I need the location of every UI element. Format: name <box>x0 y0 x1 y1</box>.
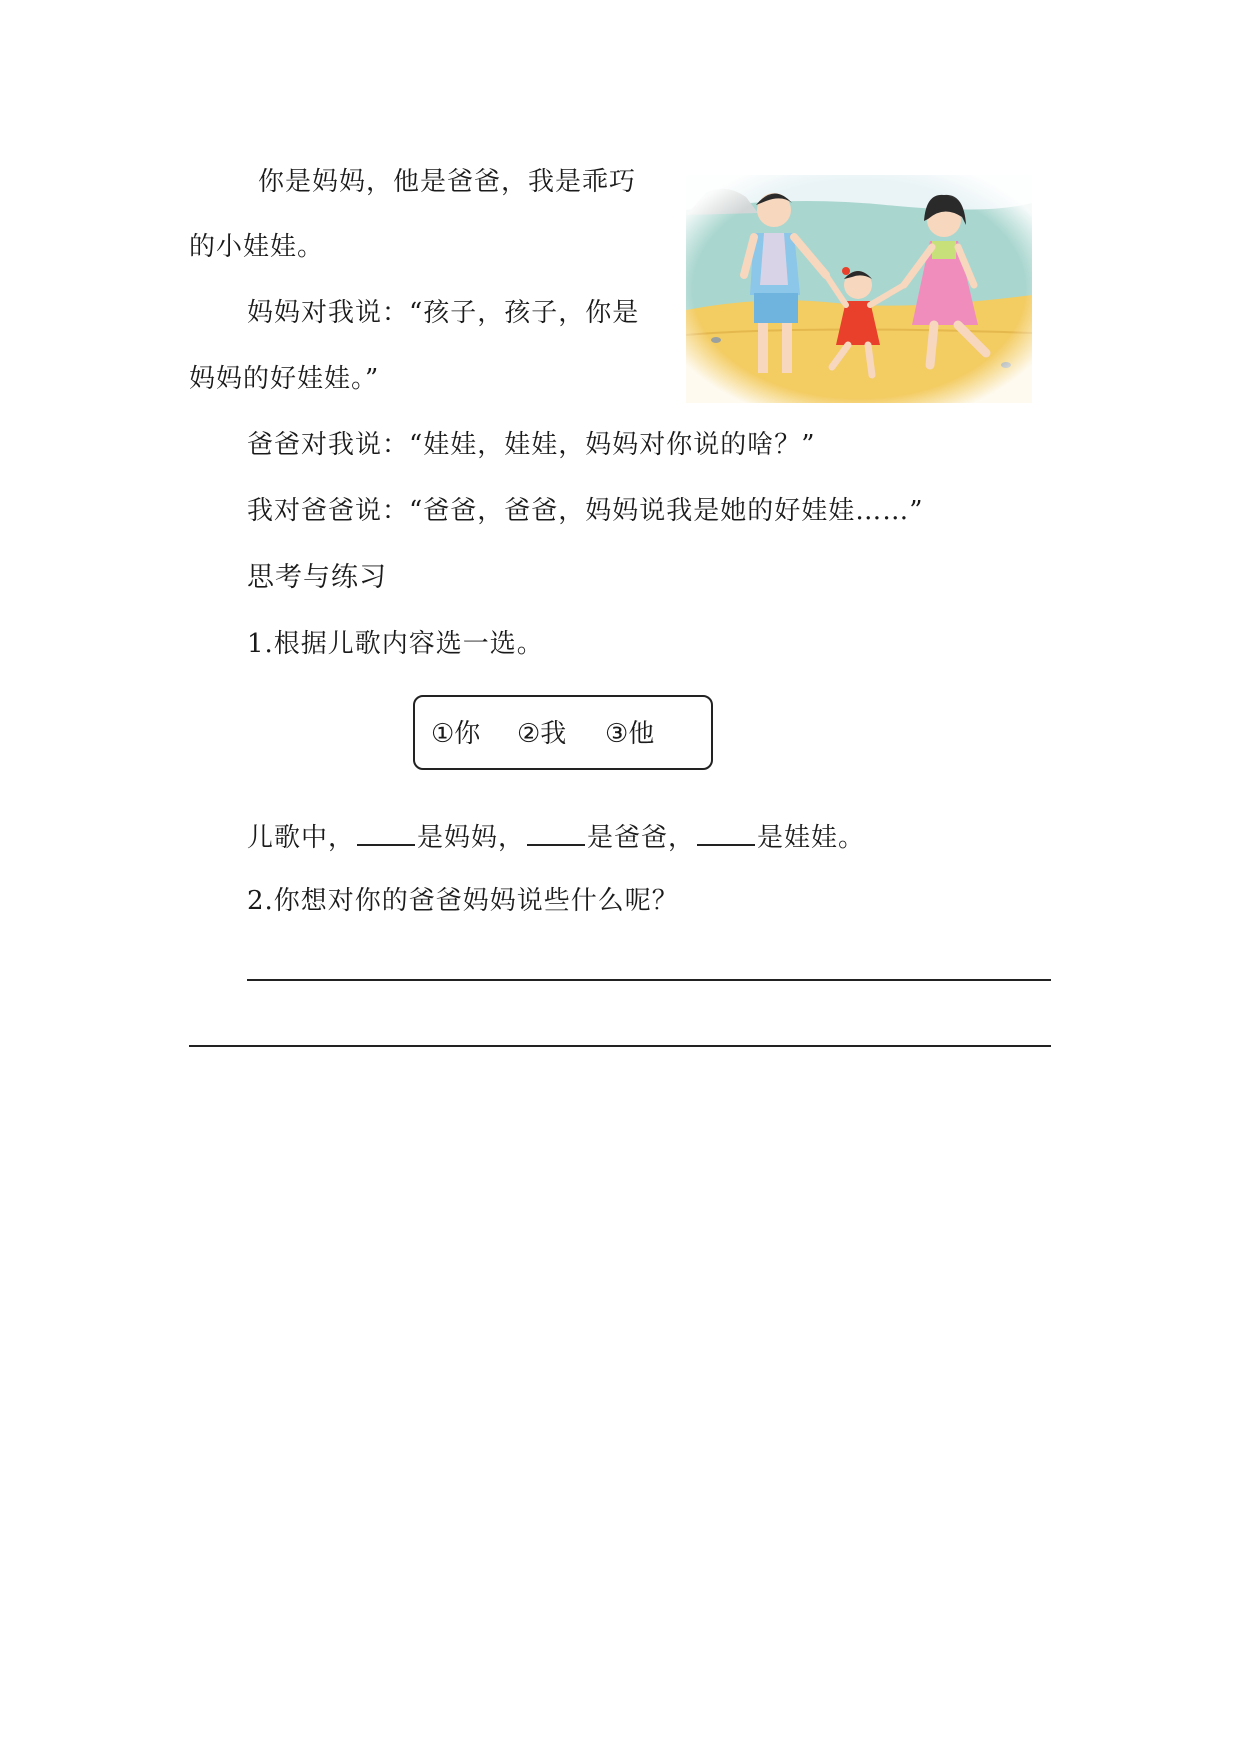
answer-line-1[interactable] <box>247 979 1051 981</box>
fill-in-sentence <box>247 818 865 855</box>
choice-1: ①你 <box>431 719 481 749</box>
poem-line-4: 妈妈的好娃娃。” <box>189 364 380 394</box>
poem-line-5: 爸爸对我说：“娃娃，娃娃，妈妈对你说的啥？” <box>247 430 816 460</box>
poem-line-3: 妈妈对我说：“孩子，孩子，你是 <box>247 298 640 328</box>
family-at-beach-illustration <box>686 175 1032 403</box>
blank-1[interactable] <box>357 818 415 846</box>
fill-part-1: 是妈妈， <box>417 823 526 853</box>
question-1: 1.根据儿歌内容选一选。 <box>247 629 544 659</box>
blank-2[interactable] <box>527 818 585 846</box>
fill-part-3: 是娃娃。 <box>757 823 866 853</box>
choice-box <box>413 695 713 770</box>
blank-3[interactable] <box>697 818 755 846</box>
fill-prefix: 儿歌中， <box>247 823 356 853</box>
choice-3: ③他 <box>605 719 655 749</box>
poem-line-6: 我对爸爸说：“爸爸，爸爸，妈妈说我是她的好娃娃……” <box>247 496 924 526</box>
poem-line-2: 的小娃娃。 <box>189 232 325 262</box>
choice-2: ②我 <box>517 719 567 749</box>
fill-part-2: 是爸爸， <box>587 823 696 853</box>
exercise-heading: 思考与练习 <box>247 562 387 593</box>
poem-line-1: 你是妈妈，他是爸爸，我是乖巧 <box>258 167 637 197</box>
answer-line-2[interactable] <box>189 1045 1051 1047</box>
question-2: 2.你想对你的爸爸妈妈说些什么呢？ <box>247 886 679 916</box>
